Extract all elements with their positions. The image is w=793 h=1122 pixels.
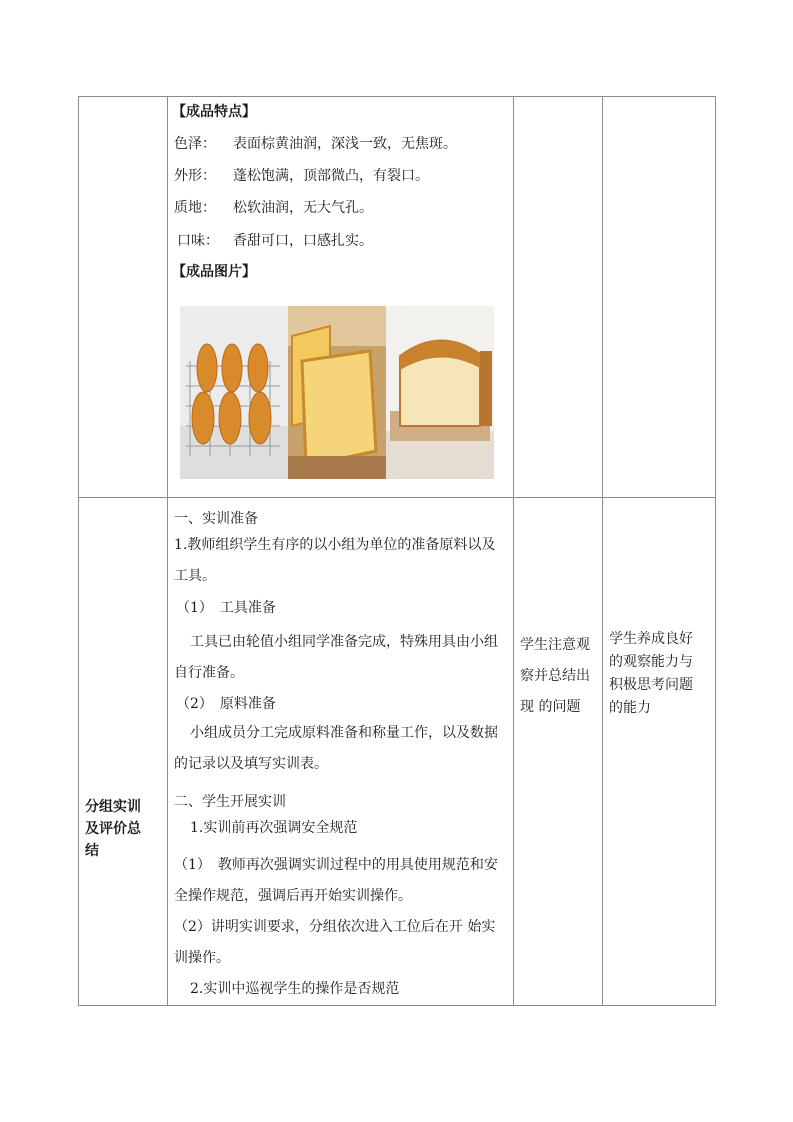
photo-cake-slices: [288, 306, 386, 479]
row-header-group-training: 分组实训及评价总结: [85, 799, 141, 859]
step1-materials-text: 小组成员分工完成原料准备和称量工作，以及数据的记录以及填写实训表。: [174, 725, 498, 772]
step2-para2: （2）讲明实训要求，分组依次进入工位后在开 始实训操作。: [174, 919, 496, 966]
feature-text-texture: 松软油润，无大气孔。: [233, 200, 373, 216]
student-activity: 学生注意观察并总结出现 的问题: [520, 637, 590, 715]
table-bottom-border: [78, 1005, 716, 1006]
features-heading: 【成品特点】: [172, 104, 256, 120]
product-photos: [180, 306, 494, 479]
step2-item1: 1.实训前再次强调安全规范: [190, 820, 358, 836]
table-left-border: [78, 96, 79, 1006]
feature-label-texture: 质地：: [174, 200, 216, 216]
step1-tools-title: （1） 工具准备: [176, 600, 276, 616]
feature-text-shape: 蓬松饱满，顶部微凸，有裂口。: [233, 168, 429, 184]
column-divider-3: [602, 96, 603, 1006]
column-divider-1: [167, 96, 168, 1006]
step1-tools-text: 工具已由轮值小组同学准备完成，特殊用具由小组自行准备。: [174, 634, 498, 681]
table-top-border: [78, 96, 716, 97]
feature-text-taste: 香甜可口，口感扎实。: [233, 233, 373, 249]
photo-pound-cake-loaf: [386, 306, 494, 479]
feature-label-shape: 外形：: [174, 168, 216, 184]
step2-item2: 2.实训中巡视学生的操作是否规范: [190, 981, 400, 997]
step2-para1: （1） 教师再次强调实训过程中的用具使用规范和安全操作规范，强调后再开始实训操作。: [174, 857, 498, 904]
row-divider: [78, 497, 716, 498]
feature-label-color: 色泽：: [174, 136, 216, 152]
step1-title: 一、实训准备: [174, 511, 258, 527]
step1-intro: 1.教师组织学生有序的以小组为单位的准备原料以及工具。: [174, 537, 496, 584]
step2-title: 二、学生开展实训: [174, 794, 286, 810]
design-intent: 学生养成良好 的观察能力与 积极思考问题 的能力: [609, 631, 693, 716]
feature-label-taste: 口味：: [177, 233, 219, 249]
column-divider-2: [513, 96, 514, 1006]
feature-text-color: 表面棕黄油润，深浅一致，无焦斑。: [233, 136, 457, 152]
step1-materials-title: （2） 原料准备: [176, 696, 276, 712]
pictures-heading: 【成品图片】: [172, 264, 256, 280]
photo-cakes-on-rack: [180, 306, 288, 479]
table-right-border: [715, 96, 716, 1006]
